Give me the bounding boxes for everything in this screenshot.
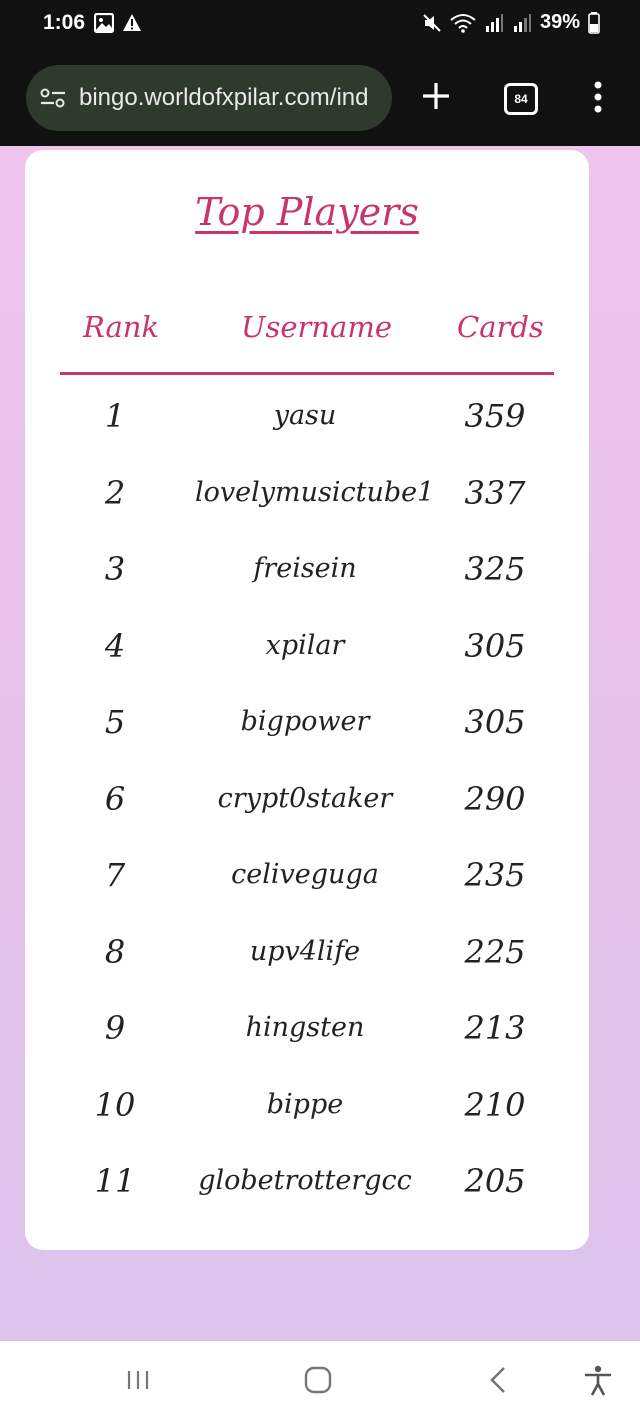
- username-cell: bigpower: [240, 706, 370, 737]
- table-row: [25, 1002, 589, 1079]
- cards-cell: 305: [464, 626, 526, 665]
- cards-cell: 235: [464, 856, 526, 894]
- header-username: Username: [241, 310, 392, 344]
- tab-count: 84: [514, 92, 528, 106]
- table-row: [25, 926, 589, 1003]
- system-nav-bar: [0, 1341, 640, 1422]
- username-cell: upv4life: [249, 935, 361, 967]
- rank-cell: 4: [104, 626, 126, 665]
- accessibility-icon[interactable]: [583, 1365, 613, 1397]
- page-title: Top Players: [195, 190, 419, 234]
- table-row: [25, 849, 589, 926]
- header-rank: Rank: [83, 310, 160, 344]
- rank-cell: 6: [104, 779, 126, 818]
- rank-cell: 3: [104, 550, 126, 588]
- new-tab-icon[interactable]: [420, 80, 452, 112]
- signal-icon: [484, 13, 504, 33]
- username-cell: celiveguga: [231, 859, 379, 890]
- cards-cell: 337: [464, 473, 526, 512]
- rank-cell: 5: [104, 703, 126, 741]
- wifi-icon: [450, 13, 476, 33]
- cards-cell: 210: [464, 1085, 526, 1124]
- username-cell: globetrottergcc: [198, 1165, 412, 1196]
- cards-cell: 325: [464, 550, 526, 588]
- signal-icon: [512, 13, 532, 33]
- tab-switcher-button[interactable]: [504, 83, 538, 115]
- username-cell: bippe: [266, 1088, 344, 1120]
- page-content: [0, 146, 640, 1341]
- cards-cell: 305: [464, 703, 526, 741]
- back-icon[interactable]: [484, 1365, 514, 1395]
- more-menu-icon[interactable]: [592, 80, 604, 114]
- mute-icon: [422, 13, 442, 33]
- username-cell: freisein: [253, 553, 357, 584]
- rank-cell: 7: [104, 856, 126, 894]
- table-row: [25, 543, 589, 620]
- cards-cell: 213: [464, 1009, 526, 1047]
- alert-icon: [122, 13, 142, 33]
- leaderboard-card: [25, 150, 589, 1250]
- username-cell: crypt0staker: [217, 782, 393, 814]
- image-icon: [94, 13, 114, 33]
- table-row: [25, 773, 589, 850]
- table-row: [25, 467, 589, 544]
- table-row: [25, 1155, 589, 1232]
- username-cell: yasu: [273, 400, 337, 431]
- cards-cell: 359: [464, 397, 526, 435]
- table-row: [25, 1079, 589, 1156]
- battery-percent: 39%: [539, 11, 580, 33]
- address-bar[interactable]: [26, 65, 392, 131]
- table-row: [25, 620, 589, 697]
- status-bar: [0, 0, 640, 50]
- cards-cell: 290: [464, 779, 526, 818]
- url-text[interactable]: bingo.worldofxpilar.com/ind: [79, 84, 369, 111]
- username-cell: xpilar: [265, 629, 345, 661]
- table-body: [25, 390, 589, 1232]
- browser-toolbar: [0, 50, 640, 146]
- recents-icon[interactable]: [124, 1365, 154, 1395]
- status-right-group: [422, 11, 600, 34]
- rank-cell: 2: [104, 473, 126, 512]
- cards-cell: 205: [464, 1162, 526, 1200]
- site-settings-icon[interactable]: [39, 86, 67, 110]
- table-row: [25, 696, 589, 773]
- table-row: [25, 390, 589, 467]
- status-time: 1:06: [43, 11, 86, 34]
- username-cell: lovelymusictube1: [195, 476, 435, 508]
- rank-cell: 8: [104, 932, 126, 971]
- battery-icon: [588, 12, 600, 34]
- username-cell: hingsten: [245, 1012, 365, 1043]
- rank-cell: 9: [104, 1009, 126, 1047]
- header-divider: [60, 372, 554, 375]
- home-icon[interactable]: [303, 1365, 333, 1395]
- rank-cell: 10: [94, 1085, 136, 1124]
- rank-cell: 1: [104, 397, 126, 435]
- rank-cell: 11: [94, 1162, 136, 1200]
- table-header: [25, 310, 589, 356]
- cards-cell: 225: [464, 932, 526, 971]
- header-cards: Cards: [457, 310, 544, 344]
